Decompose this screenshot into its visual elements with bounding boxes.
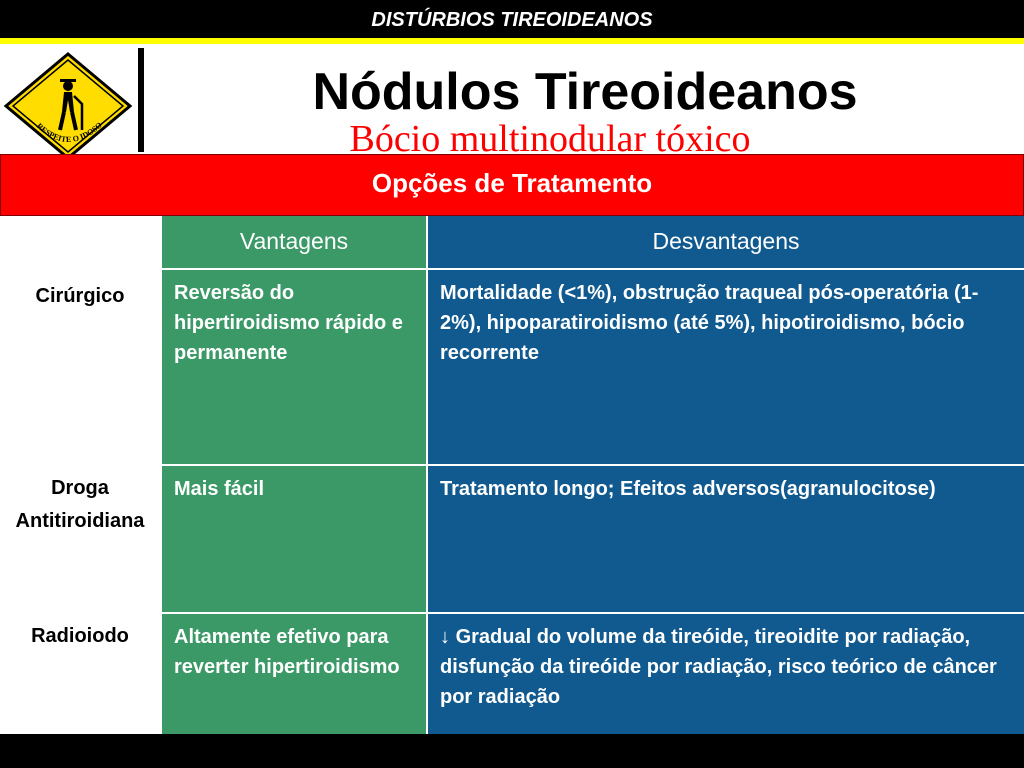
table-cell-disadvantage-surgical: Mortalidade (<1%), obstrução traqueal pós-operatória (1-2%), hipoparatiroidismo (até 5%), hipotiroidismo, bócio recorrente <box>428 270 1024 464</box>
top-header-bar <box>0 0 1024 38</box>
column-header-disadvantages: Desvantagens <box>428 216 1024 268</box>
disadvantage-radioiodine-text: Gradual do volume da tireóide, tireoidite por radiação, disfunção da tireóide por radiação, risco teórico de câncer por radiação <box>440 626 997 708</box>
table-caption <box>0 154 1024 216</box>
table-cell-disadvantage-antithyroid-drug: Tratamento longo; Efeitos adversos(agranulocitose) <box>428 466 1024 612</box>
logo-text: RESPEITE O IDOSO <box>34 120 104 145</box>
page-title: Nódulos Tireoideanos <box>312 63 858 121</box>
table-cell-advantage-surgical: Reversão do hipertiroidismo rápido e permanente <box>162 270 426 464</box>
row-label-surgical: Cirúrgico <box>35 285 125 307</box>
header-title: DISTÚRBIOS TIREOIDEANOS <box>371 9 653 31</box>
row-label-antithyroid-drug: Droga Antitiroidiana <box>15 477 145 532</box>
table-caption-text: Opções de Tratamento <box>371 168 653 198</box>
row-label-radioiodine: Radioiodo <box>31 625 129 647</box>
bottom-bar <box>0 734 1024 768</box>
table-cell-advantage-antithyroid-drug: Mais fácil <box>162 466 426 612</box>
down-arrow-icon: ↓ <box>440 626 450 648</box>
column-header-advantages: Vantagens <box>162 216 426 268</box>
page-subtitle: Bócio multinodular tóxico <box>349 120 751 154</box>
header-accent-line <box>0 38 1024 44</box>
table-cell-disadvantage-radioiodine <box>428 614 1024 734</box>
table-cell-advantage-radioiodine: Altamente efetivo para reverter hipertiroidismo <box>162 614 426 734</box>
